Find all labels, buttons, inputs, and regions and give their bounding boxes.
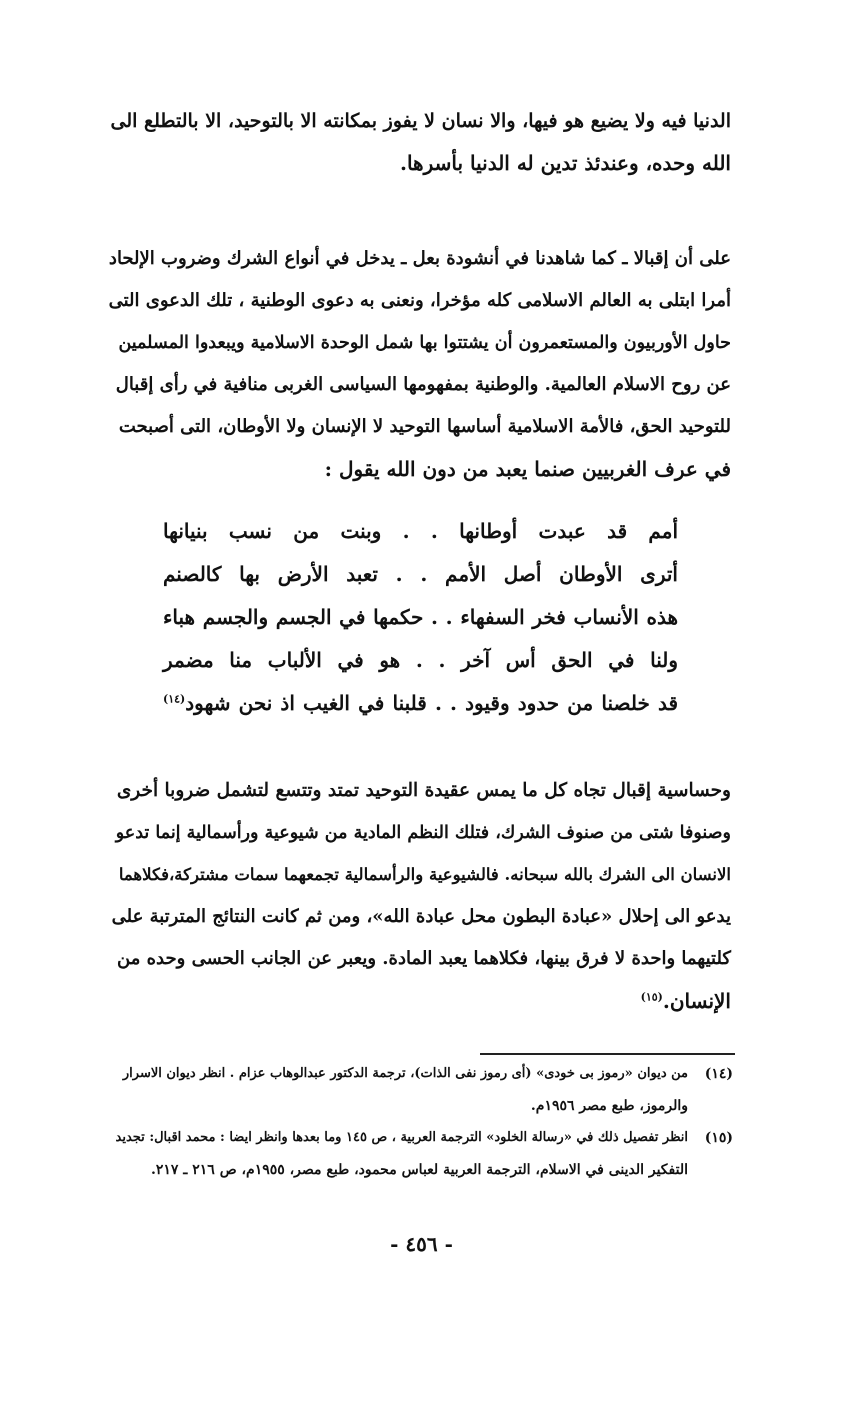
paragraph-1 — [106, 100, 731, 184]
footnote-15 — [103, 1122, 733, 1186]
paragraph-line: الدنيا فيه ولا يضيع هو فيها، والا نسان لا يفوز بمكانته الا بالتوحيد، الا بالتطلع الى — [110, 110, 731, 132]
poem-verse-text: قد خلصنا من حدود وقيود . . قلبنا في الغيب اذ نحن شهود — [185, 691, 678, 715]
paragraph-line: في عرف الغربيين صنما يعبد من دون الله يقول : — [324, 457, 731, 481]
paragraph-line: يدعو الى إحلال «عبادة البطون محل عبادة الله»، ومن ثم كانت النتائج المترتبة على — [111, 906, 731, 927]
paragraph-line: أمرا ابتلى به العالم الاسلامى كله مؤخرا، ونعنى به دعوى الوطنية ، تلك الدعوى التى — [108, 290, 731, 311]
page-number: - ٤٥٦ - — [390, 1232, 453, 1256]
poem-verse: هذه الأنساب فخر السفهاء . . حكمها في الجسم والجسم هباء — [163, 605, 678, 629]
footnote-ref-15[interactable]: (١٥) — [640, 990, 663, 1004]
paragraph-line: وحساسية إقبال تجاه كل ما يمس عقيدة التوحيد تمتد وتتسع لتشمل ضروبا أخرى — [116, 780, 731, 801]
poem — [163, 510, 678, 725]
paragraph-2 — [106, 238, 731, 490]
paragraph-line: كلتيهما واحدة لا فرق بينها، فكلاهما يعبد المادة. ويعبر عن الجانب الحسى وحده من — [117, 948, 731, 969]
footnote-line: من ديوان «رموز بى خودى» (أى رموز نفى الذات)، ترجمة الدكتور عبدالوهاب عزام . انظر ديوان الاسرار — [122, 1066, 688, 1081]
paragraph-line-text: الإنسان. — [662, 989, 731, 1013]
footnote-line: التفكير الدينى في الاسلام، الترجمة العربية لعباس محمود، طبع مصر، ١٩٥٥م، ص ٢١٦ ـ ٢١٧. — [150, 1162, 688, 1178]
poem-verse: أترى الأوطان أصل الأمم . . تعبد الأرض بها كالصنم — [163, 562, 678, 586]
poem-verse-last — [163, 682, 678, 725]
footnote-body — [103, 1058, 688, 1122]
paragraph-line: الانسان الى الشرك بالله سبحانه. فالشيوعية والرأسمالية تجمعهما سمات مشتركة،فكلاهما — [118, 865, 731, 884]
paragraph-line: للتوحيد الحق، فالأمة الاسلامية أساسها التوحيد لا الإنسان ولا الأوطان، التى أصبحت — [118, 416, 731, 437]
paragraph-line: الله وحده، وعندئذ تدين له الدنيا بأسرها. — [400, 151, 731, 175]
paragraph-line — [106, 980, 731, 1022]
poem-verse: أمم قد عبدت أوطانها . . وبنت من نسب بنيانها — [163, 519, 678, 543]
footnote-ref-14[interactable]: (١٤) — [163, 692, 186, 706]
footnote-line: والرموز، طبع مصر ١٩٥٦م. — [530, 1098, 688, 1114]
footnote-number: (١٥) — [704, 1130, 733, 1146]
paragraph-line: على أن إقبالا ـ كما شاهدنا في أنشودة بعل ـ يدخل في أنواع الشرك وضروب الإلحاد — [108, 248, 731, 269]
paragraph-3 — [106, 770, 731, 1022]
footnote-divider — [480, 1053, 735, 1055]
footnote-line: انظر تفصيل ذلك في «رسالة الخلود» الترجمة العربية ، ص ١٤٥ وما بعدها وانظر ايضا : محمد اقبال: تجديد — [115, 1130, 688, 1145]
footnote-body — [103, 1122, 688, 1186]
paragraph-line: عن روح الاسلام العالمية. والوطنية بمفهومها السياسى الغربى منافية في رأى إقبال — [115, 374, 731, 395]
footnote-number: (١٤) — [704, 1066, 733, 1082]
footnote-14 — [103, 1058, 733, 1122]
poem-verse: ولنا في الحق أس آخر . . هو في الألباب منا مضمر — [163, 648, 678, 672]
paragraph-line: حاول الأوربيون والمستعمرون أن يشتتوا بها شمل الوحدة الاسلامية ويبعدوا المسلمين — [118, 333, 731, 353]
paragraph-line: وصنوفا شتى من صنوف الشرك، فتلك النظم المادية من شيوعية ورأسمالية إنما تدعو — [115, 823, 731, 843]
